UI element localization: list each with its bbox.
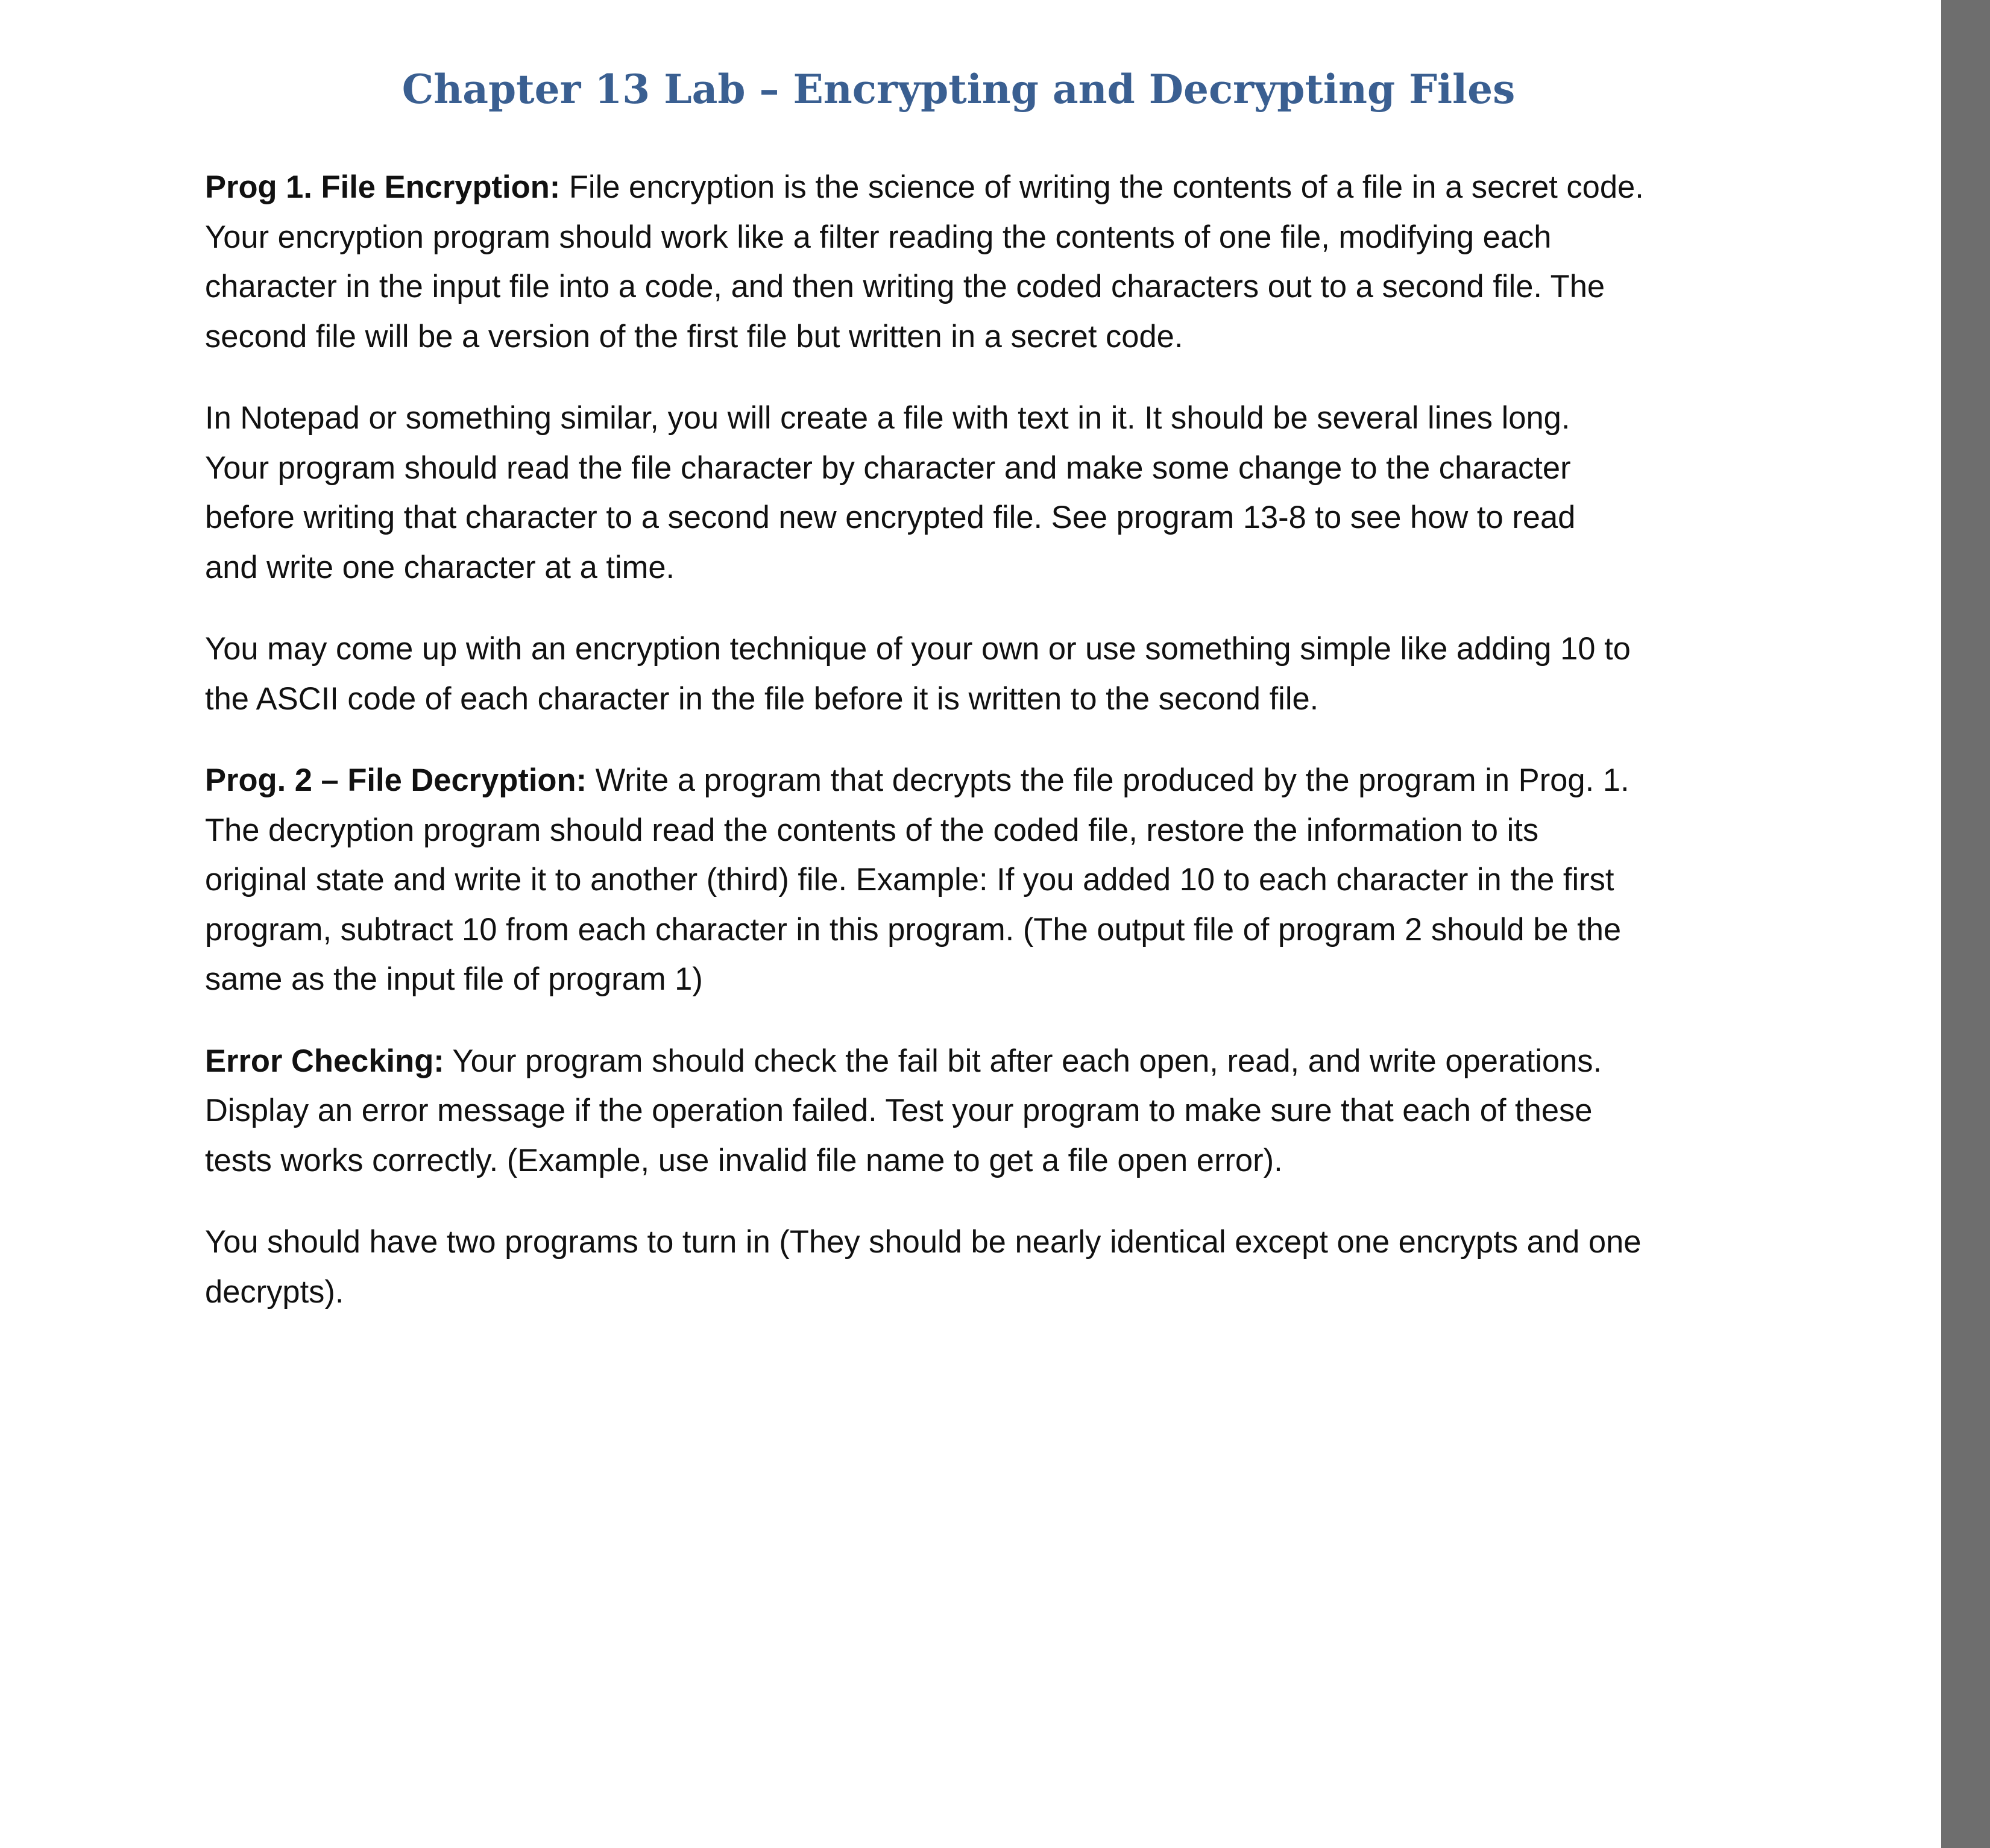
paragraph-line: original state and write it to another (third) file. Example: If you added 10 to each character in the first	[205, 862, 1614, 897]
paragraph-line: second file will be a version of the first file but written in a secret code.	[205, 318, 1183, 354]
paragraph-line: You should have two programs to turn in (They should be nearly identical except one encrypts and one	[205, 1224, 1642, 1260]
paragraph-prog2	[205, 756, 1700, 1005]
paragraph-line: character in the input file into a code, and then writing the coded characters out to a second file. The	[205, 269, 1605, 304]
paragraph-heading: Prog. 2 – File Decryption:	[205, 762, 587, 798]
paragraph-prog1	[205, 163, 1700, 362]
paragraph-line: In Notepad or something similar, you will create a file with text in it. It should be several lines long.	[205, 400, 1570, 436]
paragraph-line	[205, 163, 1700, 213]
paragraph-text: Write a program that decrypts the file produced by the program in Prog. 1.	[587, 762, 1629, 798]
paragraph-line: before writing that character to a second new encrypted file. See program 13-8 to see how to read	[205, 500, 1576, 535]
paragraph-text: File encryption is the science of writing the contents of a file in a secret code.	[560, 169, 1644, 205]
paragraph-line: You may come up with an encryption technique of your own or use something simple like adding 10 to	[205, 631, 1631, 667]
paragraph-line: The decryption program should read the contents of the coded file, restore the information to its	[205, 812, 1539, 848]
paragraph-heading: Error Checking:	[205, 1043, 444, 1079]
document-title: Chapter 13 Lab – Encrypting and Decrypting Files	[401, 66, 1516, 113]
paragraph-turn-in	[205, 1218, 1700, 1317]
paragraph-line: decrypts).	[205, 1274, 344, 1310]
paragraph-line: Your program should read the file character by character and make some change to the character	[205, 450, 1571, 486]
document-body	[205, 163, 1700, 1349]
paragraph-line: program, subtract 10 from each character in this program. (The output file of program 2 should be the	[205, 911, 1622, 948]
paragraph-line: and write one character at a time.	[205, 549, 675, 585]
paragraph-line	[205, 1037, 1700, 1087]
paragraph-line: tests works correctly. (Example, use invalid file name to get a file open error).	[205, 1142, 1283, 1178]
paragraph-line: the ASCII code of each character in the file before it is written to the second file.	[205, 680, 1319, 717]
paragraph-text: Your program should check the fail bit after each open, read, and write operations.	[444, 1043, 1602, 1079]
paragraph-heading: Prog 1. File Encryption:	[205, 169, 561, 205]
paragraph-line: same as the input file of program 1)	[205, 961, 703, 997]
paragraph-technique	[205, 624, 1700, 724]
paragraph-line	[205, 756, 1700, 806]
paragraph-notepad	[205, 394, 1700, 592]
vertical-scrollbar[interactable]	[1941, 0, 1990, 1848]
paragraph-line: Your encryption program should work like a filter reading the contents of one file, modifying each	[205, 219, 1552, 255]
paragraph-line: Display an error message if the operation failed. Test your program to make sure that each of these	[205, 1093, 1593, 1128]
paragraph-error-checking	[205, 1037, 1700, 1186]
